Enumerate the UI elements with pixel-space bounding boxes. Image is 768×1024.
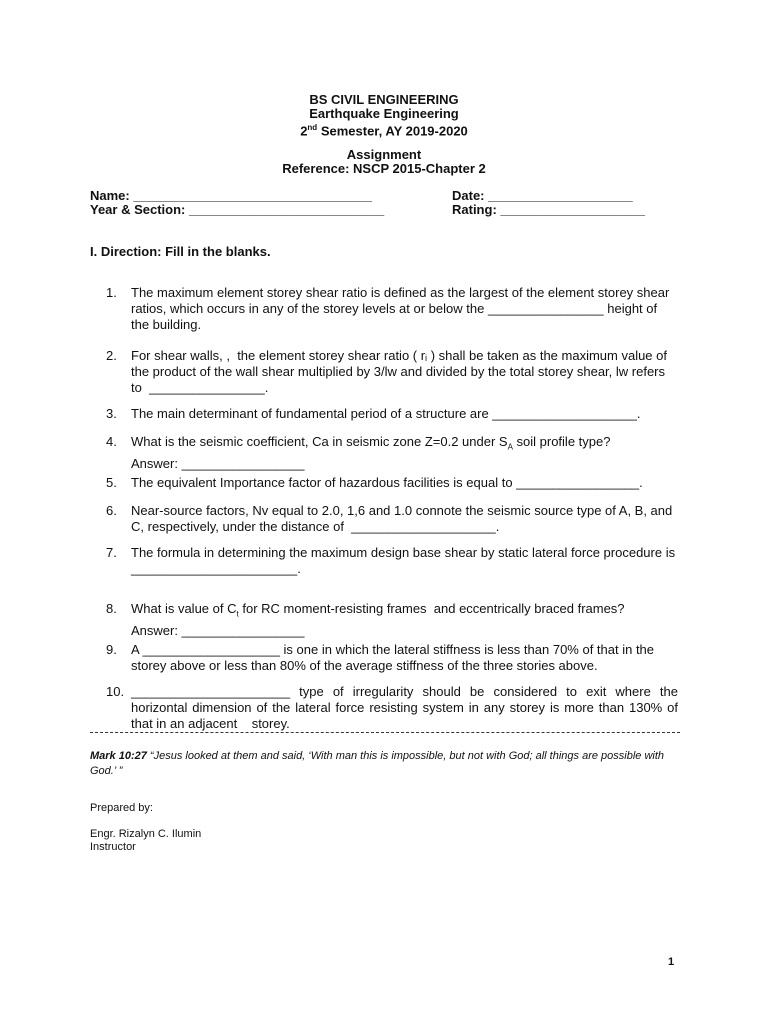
answer-line: Answer: _________________ [131,455,305,471]
reference-line: Reference: NSCP 2015-Chapter 2 [282,161,486,176]
semester-text: Semester, AY 2019-2020 [317,123,468,139]
course-title: Earthquake Engineering [309,106,459,121]
question-text: The formula in determining the maximum design base shear by static lateral force procedure is _______________________. [131,545,679,576]
question-text [131,434,678,456]
page-number: 1 [668,956,675,968]
question-text: A ___________________ is one in which the lateral stiffness is less than 70% of that in the storey above or less than 80% of the average stiffness of the three stories above. [131,642,683,673]
question-item [106,285,678,333]
question-number: 2. [106,348,117,363]
question-item [106,348,678,396]
instructor-role: Instructor [90,841,136,853]
question-number: 1. [106,285,117,300]
bible-verse [90,749,680,779]
question-text: Near-source factors, Nv equal to 2.0, 1,6 and 1.0 connote the seismic source type of A, B, and C, respectively, under the distance of ____________________. [131,503,676,534]
subscript: t [236,609,239,619]
question-item [106,406,678,422]
instructor-name: Engr. Rizalyn C. Ilumin [90,828,202,840]
question-text: ______________________ type of irregularity should be considered to exit where the horizontal dimension of the lateral force resisting system in any storey is more than 130% of that in an adjacent storey. [131,684,682,731]
semester-line [0,120,768,139]
question-item [106,545,678,577]
question-number: 8. [106,601,117,616]
direction-heading: I. Direction: Fill in the blanks. [90,244,271,259]
question-item [106,684,682,732]
prepared-by-label: Prepared by: [90,802,153,814]
question-text-b: soil profile type? [512,434,611,449]
question-number: 3. [106,406,117,421]
subscript: A [507,442,513,452]
question-number: 10. [106,684,125,699]
question-text [131,601,678,623]
question-number: 4. [106,434,117,449]
question-item [106,601,678,639]
date-field: Date: ____________________ [452,188,633,203]
question-item [106,503,678,535]
year-section-field: Year & Section: ___________________________ [90,202,385,217]
question-item [106,475,678,491]
question-item [106,642,683,674]
verse-text: “Jesus looked at them and said, ‘With man this is impossible, but not with God; all things are possible with God.’ ” [90,750,665,777]
question-text: The maximum element storey shear ratio is defined as the largest of the element storey shear ratios, which occurs in any of the storey levels at or below the ________________ height of the building. [131,285,673,332]
verse-reference: Mark 10:27 [90,750,147,762]
dashed-divider [90,732,680,733]
program-title: BS CIVIL ENGINEERING [309,92,459,107]
question-number: 7. [106,545,117,560]
question-text-a: What is value of C [131,601,237,616]
question-text-b: for RC moment-resisting frames and eccentrically braced frames? [238,601,625,616]
question-item [106,434,678,472]
question-number: 6. [106,503,117,518]
question-text: The equivalent Importance factor of hazardous facilities is equal to _________________. [131,475,643,490]
question-text: For shear walls, , the element storey shear ratio ( rᵢ ) shall be taken as the maximum value of the product of the wall shear multiplied by 3/lw and divided by the total storey shear, lw refers to ________________. [131,348,671,395]
question-text-a: What is the seismic coefficient, Ca in seismic zone Z=0.2 under S [131,434,508,449]
name-field: Name: _________________________________ [90,188,372,203]
answer-line: Answer: _________________ [131,622,305,638]
question-number: 5. [106,475,117,490]
question-number: 9. [106,642,117,657]
semester-number: 2 [300,123,308,139]
question-text: The main determinant of fundamental period of a structure are ____________________. [131,406,641,421]
semester-suffix: nd [307,123,318,132]
document-type: Assignment [346,147,422,162]
rating-field: Rating: ____________________ [452,202,645,217]
